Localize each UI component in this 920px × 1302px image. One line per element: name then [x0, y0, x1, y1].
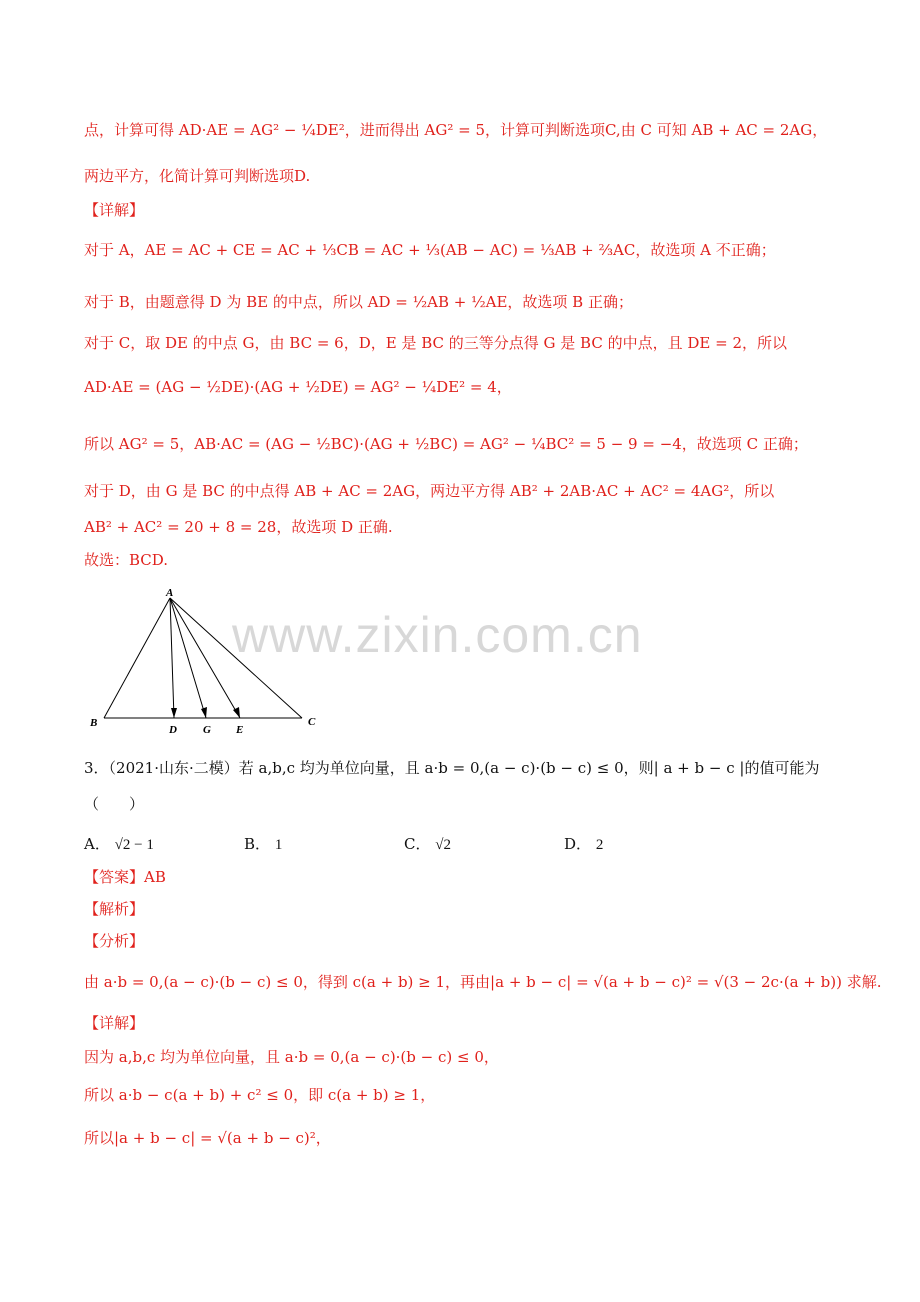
label-a: A: [166, 587, 174, 599]
solution-option-d-2: AB² + AC² = 20 + 8 = 28，故选项 D 正确.: [84, 518, 393, 536]
option-b-text: 1: [274, 837, 283, 853]
option-a-text: √2 − 1: [114, 837, 154, 853]
option-c-letter: C．: [404, 835, 431, 853]
option-c: [404, 834, 451, 855]
analysis-header: 【解析】: [84, 900, 145, 918]
vector-ag: [170, 598, 206, 718]
label-e: E: [236, 724, 244, 736]
option-a: [84, 834, 154, 855]
triangle-figure: [84, 584, 324, 740]
option-c-text: √2: [435, 837, 451, 853]
label-c: C: [308, 716, 316, 728]
final-choice: 故选：BCD.: [84, 551, 169, 569]
arrowhead-g: [201, 707, 207, 718]
solution-option-b: 对于 B，由题意得 D 为 BE 的中点，所以 AD = ½AB + ½AE，故选项 B 正确；: [84, 293, 633, 311]
detail-line-2: 所以 a·b − c(a + b) + c² ≤ 0，即 c(a + b) ≥ 1，: [84, 1086, 436, 1104]
solution-line-2: 两边平方，化简计算可判断选项D.: [84, 167, 311, 185]
solution-option-c-2: AD·AE = (AG − ½DE)·(AG + ½DE) = AG² − ¼DE² = 4，: [84, 378, 512, 396]
arrowhead-d: [171, 708, 177, 718]
option-b: [244, 834, 282, 855]
option-b-letter: B．: [244, 835, 271, 853]
vector-ae: [170, 598, 240, 718]
question-blank: （ ）: [84, 795, 145, 813]
detail-line-3: 所以|a + b − c| = √(a + b − c)²，: [84, 1129, 331, 1147]
watermark: www.zixin.com.cn: [232, 607, 643, 663]
solution-line-1: 点，计算可得 AD·AE = AG² − ¼DE²，进而得出 AG² = 5，计算可判断选项C,由 C 可知 AB + AC = 2AG，: [84, 121, 828, 139]
label-d: D: [169, 724, 177, 736]
label-b: B: [90, 717, 98, 729]
detail-line-1: 因为 a,b,c 均为单位向量，且 a·b = 0,(a − c)·(b − c) ≤ 0，: [84, 1048, 499, 1066]
segment-ab: [104, 598, 170, 718]
option-d-text: 2: [595, 837, 604, 853]
segment-ac: [170, 598, 302, 718]
label-g: G: [203, 724, 211, 736]
solution-option-c-3: 所以 AG² = 5，AB·AC = (AG − ½BC)·(AG + ½BC) = AG² − ¼BC² = 5 − 9 = −4，故选项 C 正确；: [84, 435, 808, 453]
question-stem: 3．（2021·山东·二模）若 a,b,c 均为单位向量，且 a·b = 0,(a − c)·(b − c) ≤ 0，则| a + b − c |的值可能为: [84, 759, 820, 777]
option-d: [564, 834, 603, 855]
fenxi-text: 由 a·b = 0,(a − c)·(b − c) ≤ 0，得到 c(a + b) ≥ 1，再由|a + b − c| = √(a + b − c)² = √(3 − 2c·(a + b)) 求解.: [84, 973, 882, 991]
detail-header-2: 【详解】: [84, 1014, 145, 1032]
option-a-letter: A．: [84, 835, 110, 853]
option-d-letter: D．: [564, 835, 592, 853]
solution-option-d-1: 对于 D，由 G 是 BC 的中点得 AB + AC = 2AG，两边平方得 AB² + 2AB·AC + AC² = 4AG²，所以: [84, 482, 775, 500]
vector-ad: [170, 598, 174, 718]
solution-option-c-1: 对于 C，取 DE 的中点 G，由 BC = 6，D，E 是 BC 的三等分点得 G 是 BC 的中点，且 DE = 2，所以: [84, 334, 787, 352]
detail-header: 【详解】: [84, 201, 145, 219]
solution-option-a: 对于 A，AE = AC + CE = AC + ⅓CB = AC + ⅓(AB − AC) = ⅓AB + ⅔AC，故选项 A 不正确；: [84, 241, 776, 259]
fenxi-header: 【分析】: [84, 932, 145, 950]
answer-line: 【答案】AB: [84, 868, 166, 886]
